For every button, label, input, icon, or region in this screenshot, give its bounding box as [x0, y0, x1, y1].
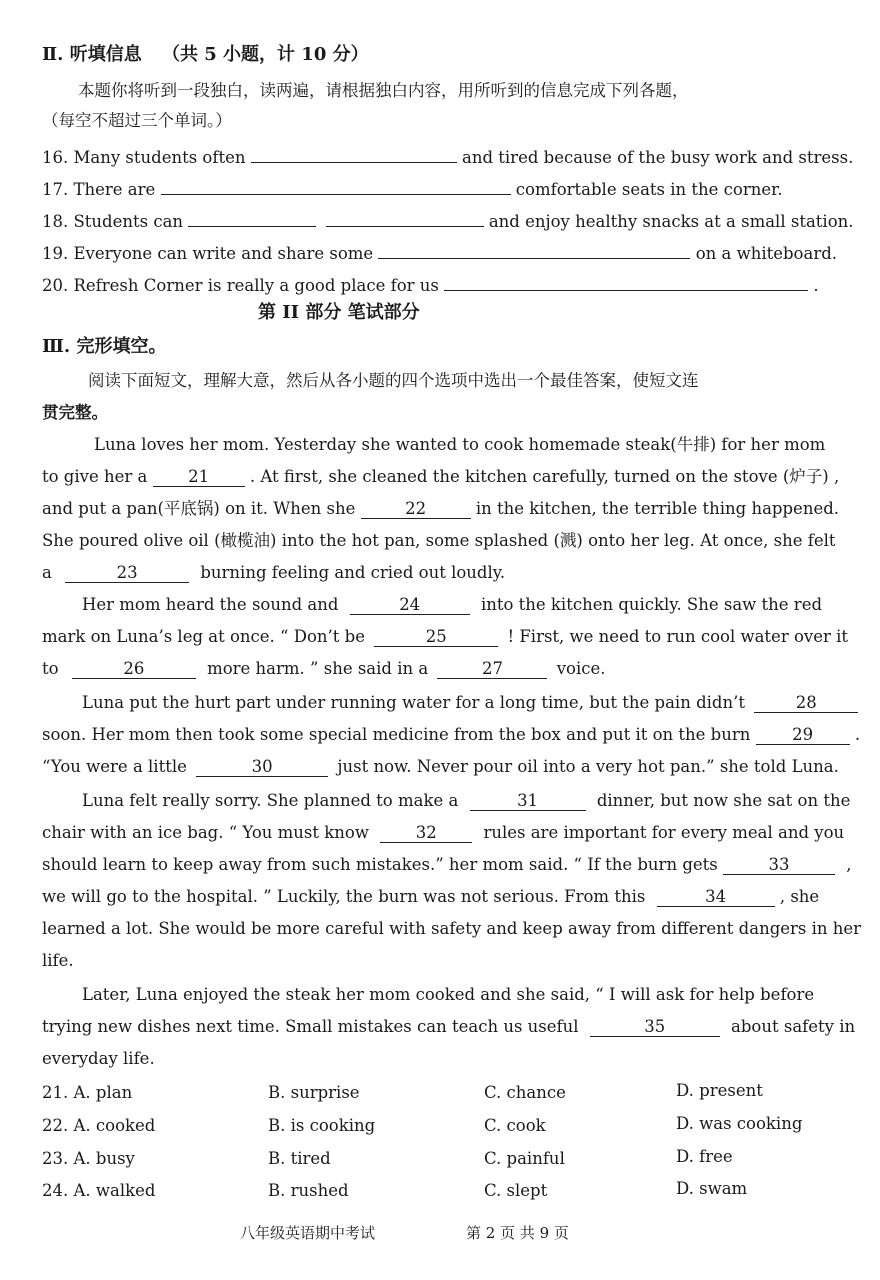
q16-text-end: and tired because of the busy work and stress.: [462, 148, 854, 167]
question-19: [42, 238, 837, 265]
passage-text: ! First, we need to run cool water over it: [507, 627, 849, 646]
option-d[interactable]: D. swam: [676, 1179, 748, 1198]
passage-line: learned a lot. She would be more careful with safety and keep away from different dangers in her: [42, 919, 862, 938]
option-c[interactable]: C. painful: [484, 1149, 565, 1168]
option-a[interactable]: 23. A. busy: [42, 1149, 135, 1168]
passage-line: She poured olive oil (橄榄油) into the hot pan, some splashed (溅) onto her leg. At once, she felt: [42, 531, 836, 550]
q18-text: 18. Students can: [42, 212, 184, 231]
passage-line: [42, 626, 848, 648]
blank-25[interactable]: 25: [374, 626, 498, 647]
question-18: [42, 206, 854, 233]
footer-exam-name: 八年级英语期中考试: [240, 1224, 376, 1242]
q19-blank[interactable]: [378, 238, 690, 259]
q18-blank-1[interactable]: [188, 206, 316, 227]
q17-blank[interactable]: [161, 174, 511, 195]
passage-text: “You were a little: [42, 757, 187, 776]
passage-text: Her mom heard the sound and: [82, 595, 339, 614]
passage-text: to: [42, 659, 59, 678]
blank-23[interactable]: 23: [65, 562, 189, 583]
q16-text: 16. Many students often: [42, 148, 246, 167]
option-a[interactable]: 24. A. walked: [42, 1181, 156, 1200]
q19-text: 19. Everyone can write and share some: [42, 244, 374, 263]
option-b[interactable]: B. rushed: [268, 1181, 349, 1200]
passage-text: soon. Her mom then took some special medicine from the box and put it on the burn: [42, 725, 751, 744]
passage-text: we will go to the hospital. ” Luckily, the burn was not serious. From this: [42, 887, 646, 906]
passage-line: [42, 854, 852, 876]
passage-text: trying new dishes next time. Small mistakes can teach us useful: [42, 1017, 579, 1036]
question-20: [42, 270, 819, 297]
option-c[interactable]: C. slept: [484, 1181, 548, 1200]
question-17: [42, 174, 782, 201]
section3-title: Ⅲ. 完形填空。: [42, 336, 167, 357]
option-b[interactable]: B. tired: [268, 1149, 331, 1168]
blank-27[interactable]: 27: [437, 658, 547, 679]
option-b[interactable]: B. is cooking: [268, 1116, 376, 1135]
blank-29[interactable]: 29: [756, 724, 850, 745]
passage-text: dinner, but now she sat on the: [596, 791, 851, 810]
blank-22[interactable]: 22: [361, 498, 471, 519]
passage-line: [42, 886, 819, 908]
passage-line: [42, 1016, 855, 1038]
option-d[interactable]: D. free: [676, 1147, 733, 1166]
passage-text: into the kitchen quickly. She saw the red: [480, 595, 823, 614]
blank-26[interactable]: 26: [72, 658, 196, 679]
q18-blank-2[interactable]: [326, 206, 484, 227]
passage-line: [82, 790, 850, 812]
part2-title: 第 II 部分 笔试部分: [258, 302, 420, 323]
passage-text: chair with an ice bag. “ You must know: [42, 823, 369, 842]
section2-heading: [42, 44, 369, 66]
passage-text: more harm. ” she said in a: [207, 659, 429, 678]
q17-text-end: comfortable seats in the corner.: [515, 180, 783, 199]
blank-28[interactable]: 28: [754, 692, 858, 713]
passage-line: [82, 692, 858, 714]
q20-text: 20. Refresh Corner is really a good place for us: [42, 276, 439, 295]
blank-35[interactable]: 35: [590, 1016, 720, 1037]
passage-text: , she: [779, 887, 820, 906]
option-c[interactable]: C. cook: [484, 1116, 546, 1135]
passage-text: ,: [846, 855, 852, 874]
section2-score: （共 5 小题，计 10 分）: [161, 44, 369, 65]
blank-30[interactable]: 30: [196, 756, 328, 777]
option-d[interactable]: D. was cooking: [676, 1114, 803, 1133]
question-16: [42, 142, 853, 169]
q16-blank[interactable]: [251, 142, 457, 163]
passage-text: Luna put the hurt part under running water for a long time, but the pain didn’t: [82, 693, 745, 712]
passage-line: [42, 562, 505, 584]
section2-instruction: 本题你将听到一段独白，读两遍，请根据独白内容，用所听到的信息完成下列各题，: [78, 81, 689, 100]
passage-line: [42, 658, 606, 680]
passage-line: Later, Luna enjoyed the steak her mom cooked and she said, “ I will ask for help before: [82, 985, 815, 1004]
blank-24[interactable]: 24: [350, 594, 470, 615]
passage-text: a: [42, 563, 52, 582]
q17-text: 17. There are: [42, 180, 156, 199]
passage-text: . At first, she cleaned the kitchen carefully, turned on the stove (炉子) ,: [249, 467, 840, 486]
passage-text: should learn to keep away from such mistakes.” her mom said. “ If the burn gets: [42, 855, 718, 874]
passage-line: [42, 822, 844, 844]
option-c[interactable]: C. chance: [484, 1083, 566, 1102]
passage-text: voice.: [556, 659, 606, 678]
section3-instruction-end: 贯完整。: [42, 403, 108, 422]
footer-page-number: 第 2 页 共 9 页: [466, 1224, 569, 1242]
passage-text: to give her a: [42, 467, 148, 486]
passage-line: everyday life.: [42, 1049, 155, 1068]
blank-31[interactable]: 31: [470, 790, 586, 811]
passage-text: burning feeling and cried out loudly.: [200, 563, 506, 582]
passage-text: and put a pan(平底锅) on it. When she: [42, 499, 356, 518]
passage-line: [42, 724, 860, 746]
passage-text: mark on Luna’s leg at once. “ Don’t be: [42, 627, 365, 646]
passage-line: life.: [42, 951, 74, 970]
section2-title: Ⅱ. 听填信息: [42, 44, 142, 65]
option-b[interactable]: B. surprise: [268, 1083, 360, 1102]
section2-instruction-note: （每空不超过三个单词。）: [42, 111, 232, 130]
option-a[interactable]: 21. A. plan: [42, 1083, 133, 1102]
q20-text-end: .: [813, 276, 819, 295]
q19-text-end: on a whiteboard.: [695, 244, 838, 263]
blank-34[interactable]: 34: [657, 886, 775, 907]
passage-line: [42, 498, 839, 520]
q18-text-end: and enjoy healthy snacks at a small station.: [488, 212, 854, 231]
q20-blank[interactable]: [444, 270, 808, 291]
passage-line: [42, 466, 839, 488]
passage-line: [82, 594, 822, 616]
section3-instruction: 阅读下面短文，理解大意，然后从各小题的四个选项中选出一个最佳答案，使短文连: [88, 371, 699, 390]
passage-text: just now. Never pour oil into a very hot pan.” she told Luna.: [337, 757, 839, 776]
blank-21[interactable]: 21: [153, 466, 245, 487]
passage-text: .: [854, 725, 861, 744]
passage-line: Luna loves her mom. Yesterday she wanted to cook homemade steak(牛排) for her mom: [94, 435, 826, 454]
passage-text: in the kitchen, the terrible thing happened.: [475, 499, 840, 518]
passage-text: Luna felt really sorry. She planned to make a: [82, 791, 459, 810]
option-d[interactable]: D. present: [676, 1081, 763, 1100]
passage-text: about safety in: [731, 1017, 856, 1036]
passage-text: rules are important for every meal and you: [483, 823, 845, 842]
option-a[interactable]: 22. A. cooked: [42, 1116, 156, 1135]
blank-32[interactable]: 32: [380, 822, 472, 843]
blank-33[interactable]: 33: [723, 854, 835, 875]
passage-line: [42, 756, 839, 778]
